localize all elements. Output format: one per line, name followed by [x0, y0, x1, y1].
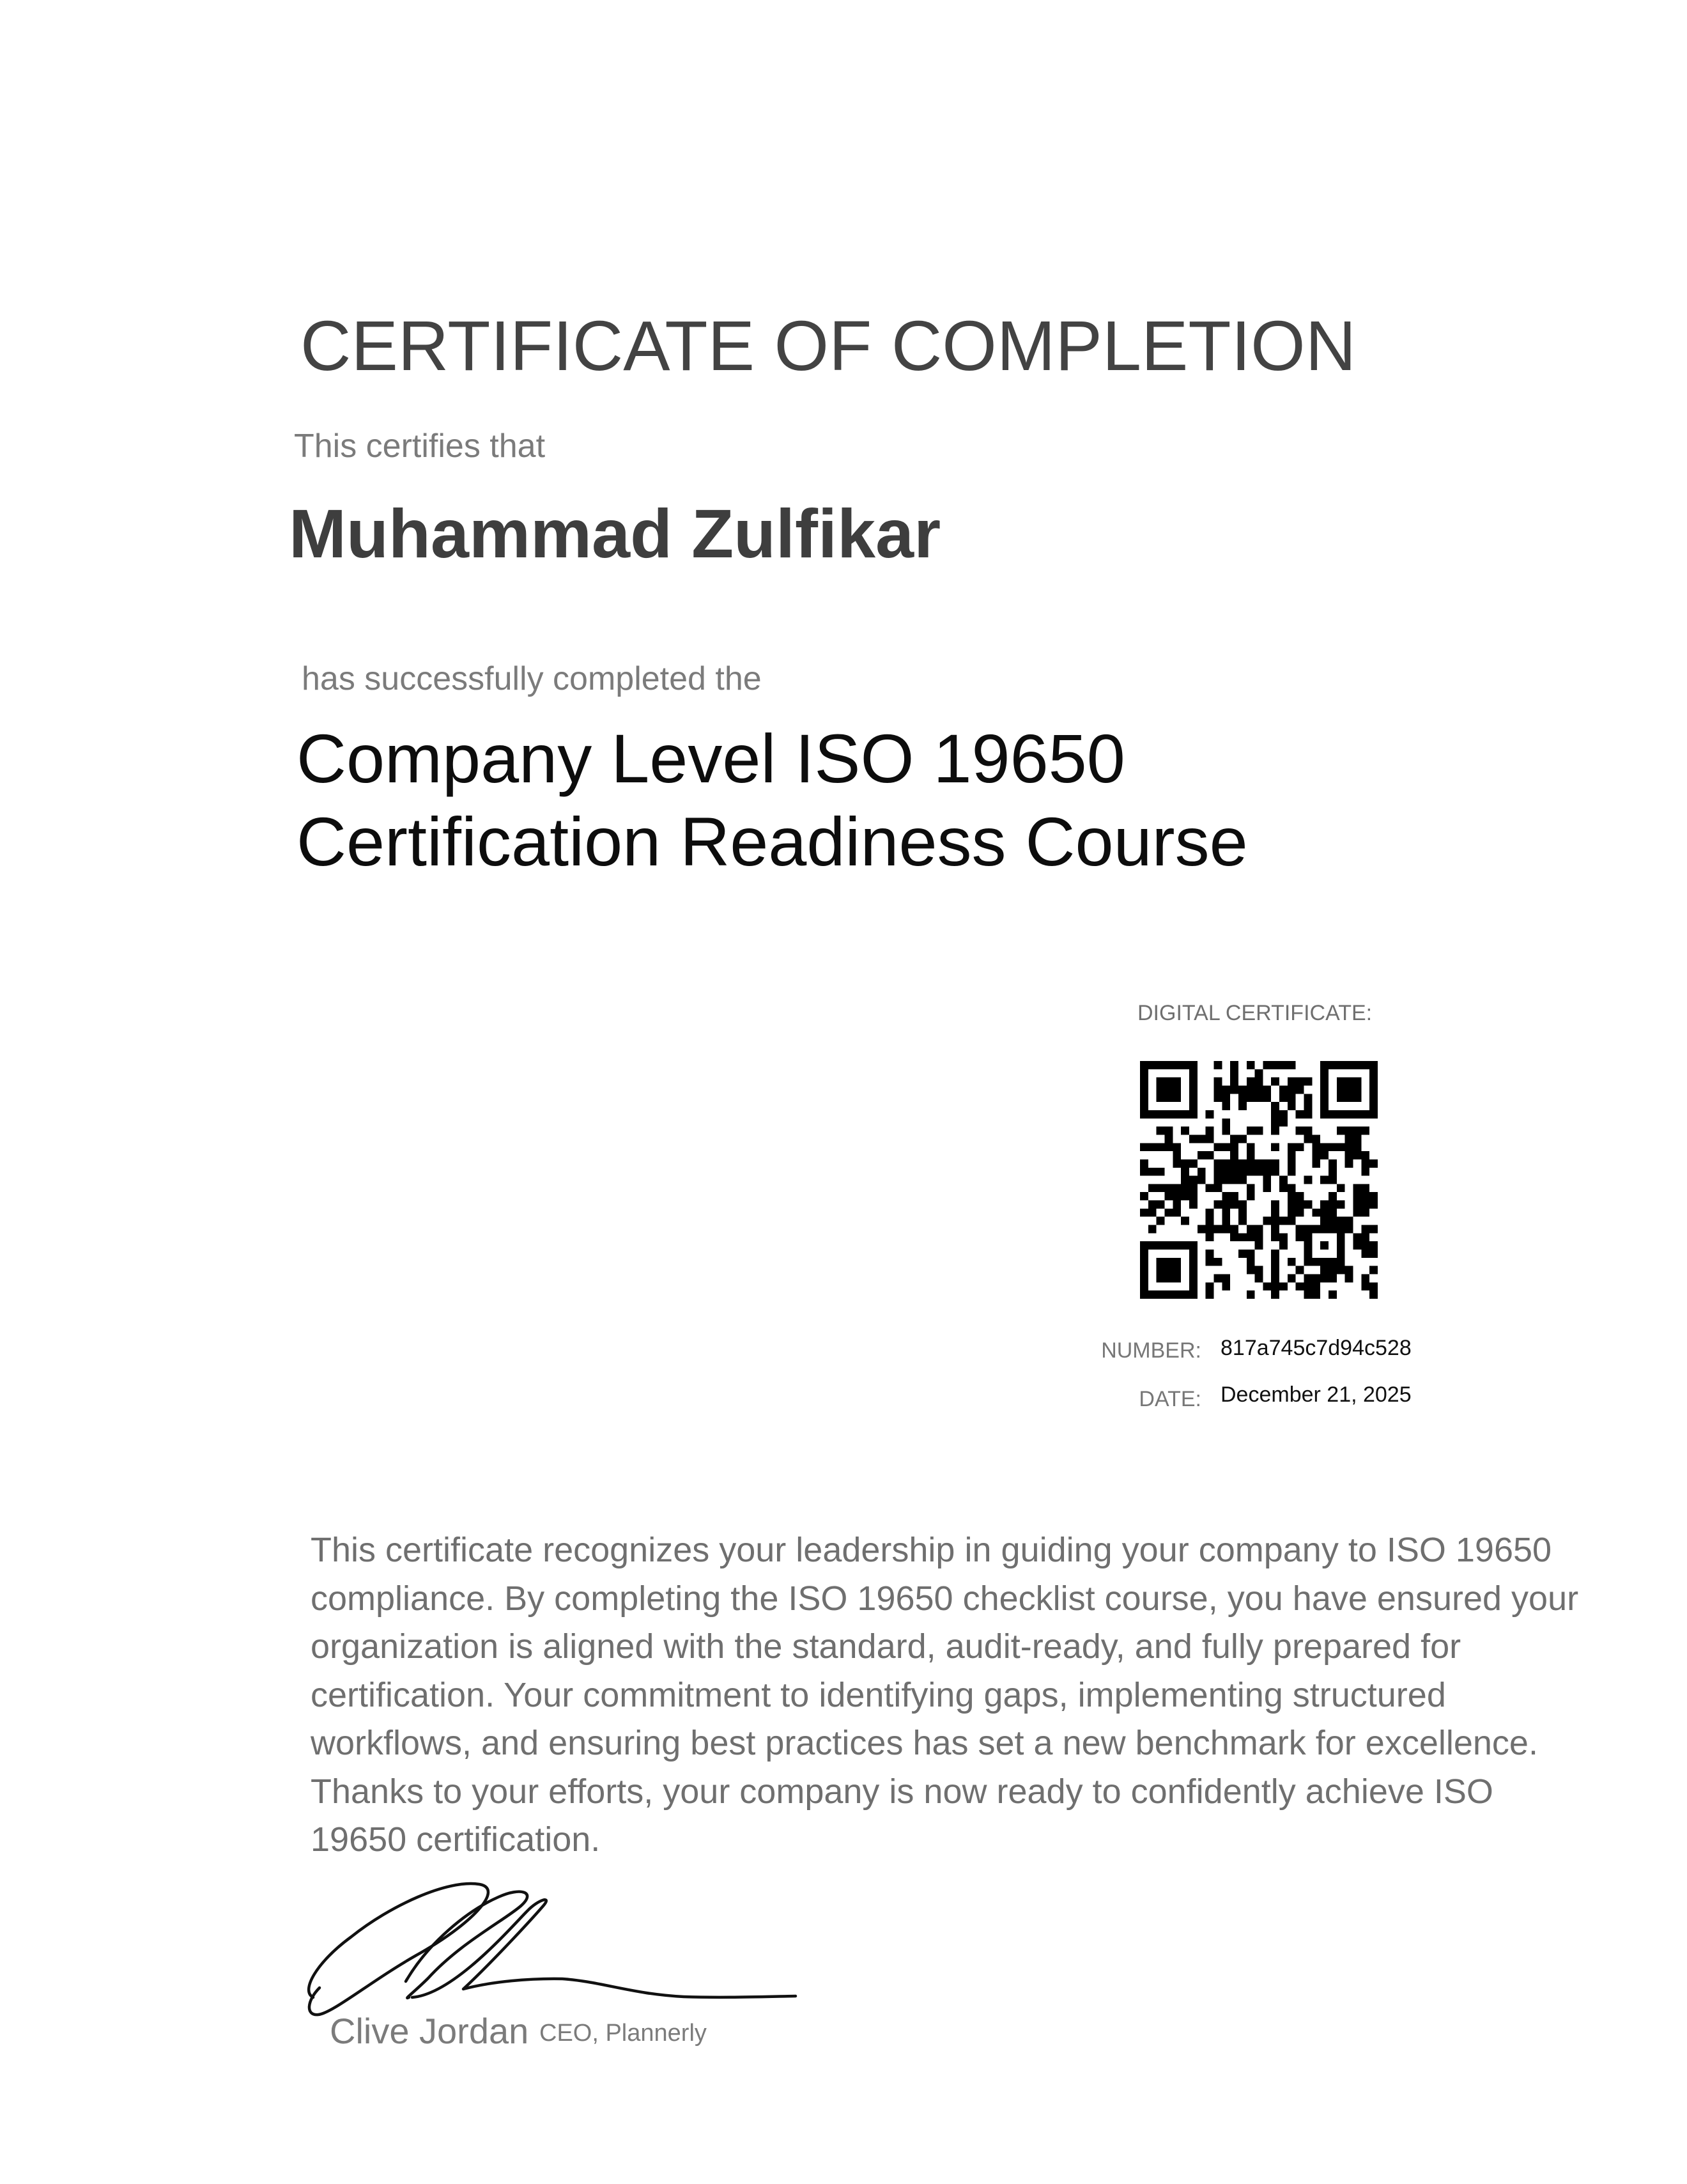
certificate-title: CERTIFICATE OF COMPLETION — [300, 307, 1357, 385]
date-label: DATE: — [1139, 1387, 1201, 1411]
signature-icon — [300, 1866, 805, 2020]
certificate-number: 817a745c7d94c528 — [1221, 1336, 1412, 1360]
digital-certificate-label: DIGITAL CERTIFICATE: — [1137, 1001, 1373, 1025]
certifies-text: This certifies that — [294, 428, 546, 465]
recipient-name: Muhammad Zulfikar — [289, 495, 941, 572]
course-name: Company Level ISO 19650 Certification Readiness Course — [297, 720, 1248, 880]
number-label: NUMBER: — [1101, 1338, 1201, 1363]
completed-text: has successfully completed the — [302, 660, 762, 697]
certificate-description: This certificate recognizes your leadership in guiding your company to ISO 19650 compliance. By completing the ISO 19650 checklist course, you have ensured your organization is aligned with the standard, audit-ready, and fully prepared for certification. Your commitment to identifying gaps, implementing structured workflows, and ensuring best practices has set a new benchmark for excellence. Thanks to your efforts, your company is now ready to confidently achieve ISO 19650 certification. — [311, 1531, 1579, 1859]
signer-name: Clive Jordan — [330, 2011, 529, 2051]
signer-title: CEO, Plannerly — [539, 2020, 707, 2047]
qr-code-icon[interactable] — [1140, 1061, 1378, 1299]
certificate-date: December 21, 2025 — [1221, 1382, 1412, 1407]
